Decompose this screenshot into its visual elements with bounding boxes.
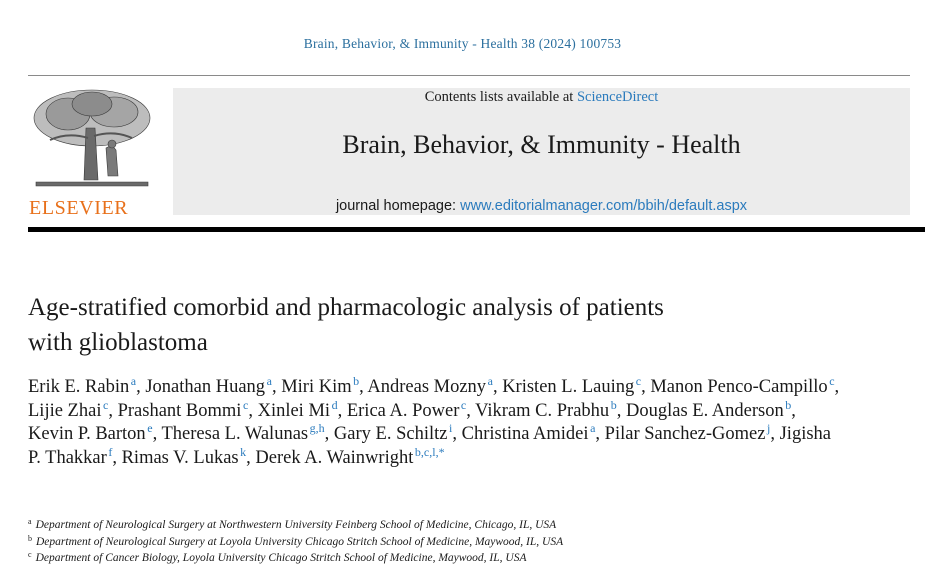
author-affiliation-marker[interactable]: d <box>331 397 338 412</box>
elsevier-wordmark: ELSEVIER <box>29 197 129 219</box>
author-entry[interactable]: Pilar Sanchez-Gomez $^j$, <box>604 421 780 444</box>
affiliation-item <box>28 517 908 534</box>
affiliation-text: Department of Neurological Surgery at Loyola University Chicago Stritch School of Medicine, Maywood, IL, USA <box>36 535 564 548</box>
author-entry[interactable]: Miri Kim $^b$, <box>281 374 368 397</box>
author-affiliation-marker[interactable]: a <box>487 374 493 388</box>
author-name: Theresa L. Walunas <box>161 424 309 444</box>
affiliation-key: a <box>28 517 32 526</box>
journal-title: Brain, Behavior, & Immunity - Health <box>342 130 741 159</box>
author-entry[interactable]: Christina Amidei $^a$, <box>461 421 605 444</box>
author-entry[interactable]: Rimas V. Lukas $^k$, <box>121 444 256 468</box>
author-name: Manon Penco-Campillo <box>650 377 828 397</box>
author-name: Erik E. Rabin <box>28 377 130 397</box>
author-entry[interactable] <box>255 444 445 468</box>
author-name: Rimas V. Lukas <box>121 447 239 468</box>
author-name: Erica A. Power <box>346 400 460 421</box>
contents-prefix: Contents lists available at <box>424 89 577 105</box>
tree-scholar-icon <box>28 88 156 192</box>
author-entry[interactable]: Erik E. Rabin $^a$, <box>28 374 146 397</box>
author-name: Prashant Bommi <box>117 400 242 421</box>
article-title-line: Age-stratified comorbid and pharmacologic analysis of patients <box>28 294 664 321</box>
author-affiliation-marker[interactable]: c <box>460 397 467 412</box>
author-entry[interactable]: Andreas Mozny $^a$, <box>367 374 503 397</box>
author-entry[interactable]: Gary E. Schiltz $^i$, <box>333 421 462 444</box>
author-name: Miri Kim <box>281 377 352 397</box>
article-title-line: with glioblastoma <box>28 329 208 356</box>
author-entry[interactable]: Douglas E. Anderson $^b$, <box>625 397 796 421</box>
author-entry[interactable]: Jonathan Huang $^a$, <box>145 374 282 397</box>
author-affiliation-marker[interactable]: b <box>610 397 617 412</box>
author-list <box>28 376 843 470</box>
contents-availability <box>173 89 910 106</box>
title-divider <box>28 227 925 232</box>
affiliation-item <box>28 550 908 567</box>
author-name: Derek A. Wainwright <box>255 447 414 468</box>
author-entry[interactable]: Manon Penco-Campillo $^c$, <box>650 374 840 397</box>
author-affiliation-marker[interactable]: b,c,l,* <box>414 444 445 459</box>
homepage-prefix: journal homepage: <box>335 198 461 214</box>
author-name: Gary E. Schiltz <box>333 424 448 444</box>
author-affiliation-marker[interactable]: c <box>829 374 835 388</box>
elsevier-logo[interactable] <box>28 88 156 220</box>
author-affiliation-marker[interactable]: b <box>785 397 792 412</box>
affiliation-text: Department of Cancer Biology, Loyola University Chicago Stritch School of Medicine, Maywood, IL, USA <box>35 552 527 564</box>
author-entry[interactable]: Kristen L. Lauing $^c$, <box>502 374 651 397</box>
affiliation-text: Department of Neurological Surgery at Northwestern University Feinberg School of Medicine, Chicago, IL, USA <box>35 519 557 531</box>
author-entry[interactable]: Jigisha P. Thakkar $^f$, <box>28 424 831 468</box>
author-name: Jonathan Huang <box>145 377 266 397</box>
author-affiliation-marker[interactable]: c <box>243 397 249 412</box>
author-affiliation-marker[interactable]: k <box>240 444 247 459</box>
affiliation-item <box>28 534 908 551</box>
affiliation-key: b <box>28 533 32 543</box>
author-affiliation-marker[interactable]: a <box>266 374 272 388</box>
author-entry[interactable]: Xinlei Mi $^d$, <box>257 397 347 421</box>
author-name: Xinlei Mi <box>257 400 331 421</box>
author-name: Andreas Mozny <box>367 377 487 397</box>
author-entry[interactable]: Kevin P. Barton $^e$, <box>28 421 162 444</box>
author-name: Jigisha P. Thakkar <box>28 424 831 468</box>
author-name: Lijie Zhai <box>28 400 102 421</box>
author-entry[interactable]: Vikram C. Prabhu $^b$, <box>475 397 626 421</box>
author-affiliation-marker[interactable]: e <box>147 421 153 435</box>
sciencedirect-link[interactable]: ScienceDirect <box>576 89 659 105</box>
header-divider <box>28 75 910 76</box>
author-affiliation-marker[interactable]: g,h <box>309 421 325 435</box>
author-affiliation-marker[interactable]: i <box>449 421 453 435</box>
author-entry[interactable]: Lijie Zhai $^c$, <box>28 397 118 421</box>
author-name: Vikram C. Prabhu <box>475 400 610 421</box>
author-name: Kristen L. Lauing <box>502 377 635 397</box>
affiliation-list <box>28 517 908 567</box>
journal-homepage <box>173 198 910 214</box>
author-affiliation-marker[interactable]: c <box>635 374 642 388</box>
journal-header <box>173 88 910 215</box>
author-entry[interactable]: Theresa L. Walunas $^{g,h}$, <box>161 421 334 444</box>
author-affiliation-marker[interactable]: c <box>103 397 109 412</box>
author-name: Douglas E. Anderson <box>625 400 784 421</box>
author-affiliation-marker[interactable]: j <box>767 421 771 435</box>
author-name: Kevin P. Barton <box>28 424 146 444</box>
homepage-link[interactable]: www.editorialmanager.com/bbih/default.aspx <box>460 198 748 214</box>
author-affiliation-marker[interactable]: a <box>130 374 137 388</box>
author-entry[interactable]: Erica A. Power $^c$, <box>346 397 476 421</box>
author-name: Pilar Sanchez-Gomez <box>604 424 766 444</box>
article-title <box>28 290 828 360</box>
author-affiliation-marker[interactable]: b <box>353 374 360 388</box>
author-entry[interactable]: Prashant Bommi $^c$, <box>117 397 258 421</box>
author-affiliation-marker[interactable]: f <box>108 444 113 459</box>
affiliation-key: c <box>28 550 32 559</box>
journal-citation[interactable]: Brain, Behavior, & Immunity - Health 38 (2024) 100753 <box>303 36 622 51</box>
author-affiliation-marker[interactable]: a <box>590 421 596 435</box>
author-name: Christina Amidei <box>461 424 589 444</box>
